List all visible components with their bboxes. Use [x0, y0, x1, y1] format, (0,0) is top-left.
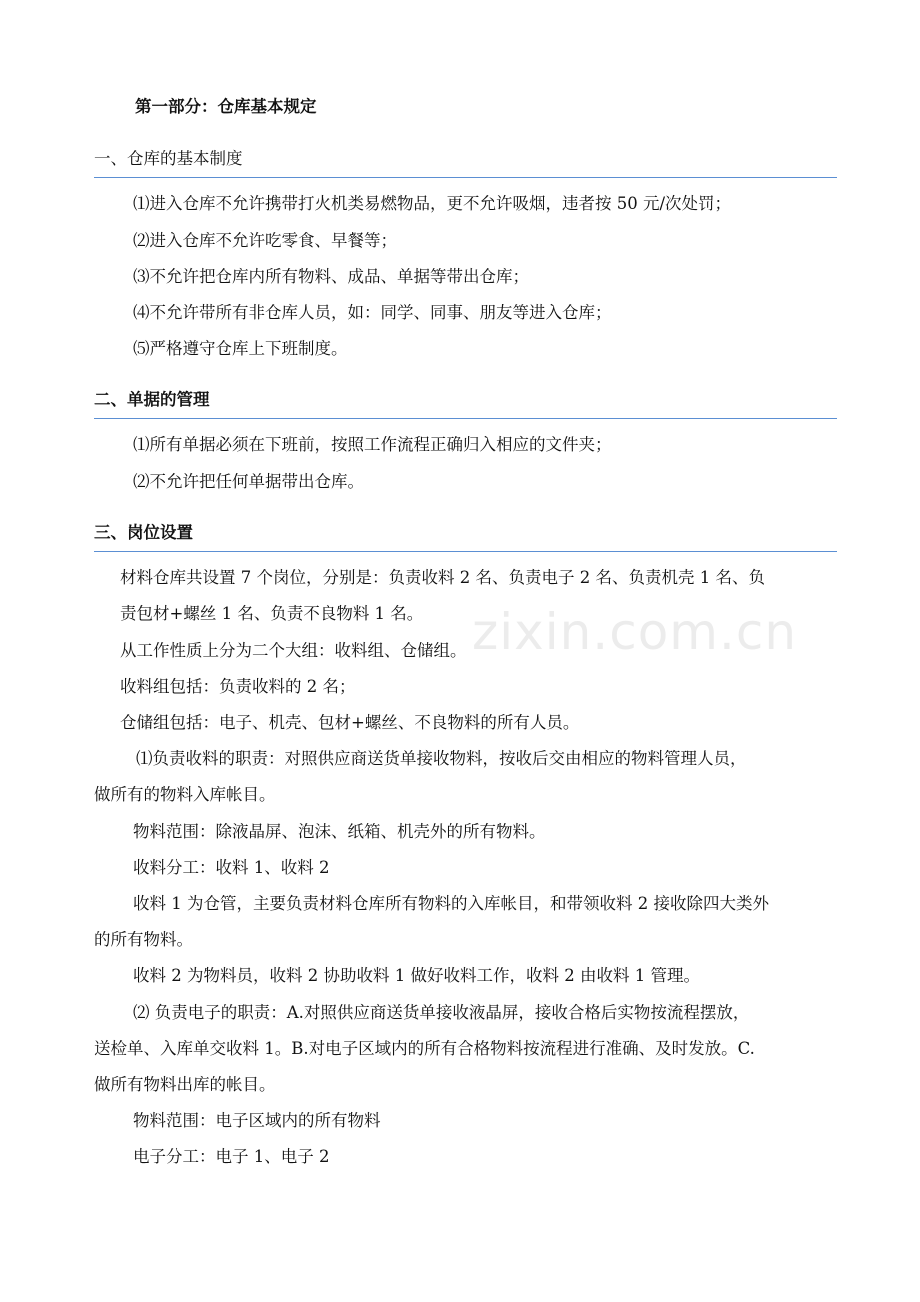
section3-line: 收料 1 为仓管，主要负责材料仓库所有物料的入库帐目，和带领收料 2 接收除四大类外	[133, 894, 769, 913]
section3-line: 收料 2 为物料员，收料 2 协助收料 1 做好收料工作，收料 2 由收料 1 管理。	[133, 966, 700, 985]
section3-line: 的所有物料。	[94, 930, 193, 949]
section3-line: 仓储组包括：电子、机壳、包材+螺丝、不良物料的所有人员。	[120, 713, 580, 732]
section3-line: ⑴负责收料的职责：对照供应商送货单接收物料，按收后交由相应的物料管理人员，	[136, 749, 747, 768]
section3-line: 做所有的物料入库帐目。	[94, 785, 276, 804]
section1-item: ⑵进入仓库不允许吃零食、早餐等；	[133, 231, 397, 250]
section1-item: ⑶不允许把仓库内所有物料、成品、单据等带出仓库；	[133, 267, 529, 286]
section3-line: 收料分工：收料 1、收料 2	[133, 858, 330, 877]
part-title: 第一部分：仓库基本规定	[135, 97, 317, 116]
section3-line: 物料范围：除液晶屏、泡沫、纸箱、机壳外的所有物料。	[133, 822, 546, 841]
section3-line: ⑵ 负责电子的职责：A.对照供应商送货单接收液晶屏，接收合格后实物按流程摆放，	[133, 1003, 750, 1022]
section3-line: 责包材+螺丝 1 名、负责不良物料 1 名。	[120, 604, 424, 623]
section2-heading: 二、单据的管理	[94, 390, 210, 409]
section3-heading: 三、岗位设置	[94, 523, 193, 542]
section3-line: 从工作性质上分为二个大组：收料组、仓储组。	[120, 641, 467, 660]
section3-line: 送检单、入库单交收料 1。B.对电子区域内的所有合格物料按流程进行准确、及时发放。C.	[94, 1039, 755, 1058]
watermark: zixin.com.cn	[472, 603, 798, 661]
section2-divider	[94, 418, 837, 419]
section2-item: ⑴所有单据必须在下班前，按照工作流程正确归入相应的文件夹；	[133, 435, 612, 454]
section2-item: ⑵不允许把任何单据带出仓库。	[133, 472, 364, 491]
section1-heading: 一、仓库的基本制度	[94, 149, 243, 168]
section3-divider	[94, 551, 837, 552]
section3-line: 电子分工：电子 1、电子 2	[133, 1147, 330, 1166]
section1-item: ⑴进入仓库不允许携带打火机类易燃物品，更不允许吸烟，违者按 50 元/次处罚；	[133, 194, 732, 213]
section3-line: 收料组包括：负责收料的 2 名；	[120, 677, 356, 696]
section3-line: 物料范围：电子区域内的所有物料	[133, 1111, 381, 1130]
section1-item: ⑸严格遵守仓库上下班制度。	[133, 339, 348, 358]
section1-item: ⑷不允许带所有非仓库人员，如：同学、同事、朋友等进入仓库；	[133, 303, 612, 322]
section3-line: 做所有物料出库的帐目。	[94, 1075, 276, 1094]
section1-divider	[94, 177, 837, 178]
section3-line: 材料仓库共设置 7 个岗位，分别是：负责收料 2 名、负责电子 2 名、负责机壳 1 名、负	[120, 568, 765, 587]
